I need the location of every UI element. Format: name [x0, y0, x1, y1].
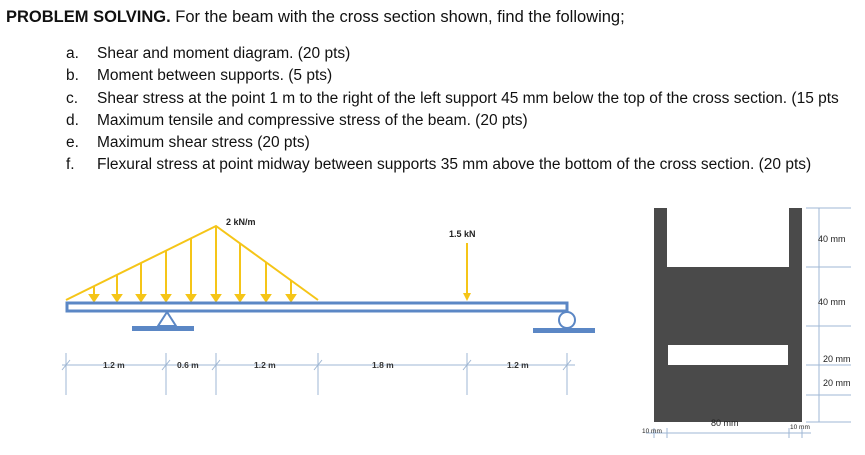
dimension-label: 10 mm: [642, 428, 662, 435]
dimension-label: 40 mm: [818, 297, 846, 307]
question-label: f.: [66, 156, 75, 173]
problem-intro: For the beam with the cross section shown, find the following;: [170, 8, 625, 26]
pin-support: [132, 312, 194, 331]
question-label: e.: [66, 134, 79, 151]
dimension-label: 1.2 m: [254, 360, 276, 370]
dimension-label: 20 mm: [823, 378, 851, 388]
cross-section-diagram: [636, 200, 865, 455]
dimension-label: 1.2 m: [507, 360, 529, 370]
question-label: d.: [66, 112, 79, 129]
dimension-label: 1.2 m: [103, 360, 125, 370]
dimension-label: 40 mm: [818, 234, 846, 244]
dimension-label: 0.6 m: [177, 360, 199, 370]
dimension-label: 1.8 m: [372, 360, 394, 370]
dimension-label: 20 mm: [823, 354, 851, 364]
cross-section-shape: [654, 208, 802, 422]
point-load-arrowhead: [463, 293, 471, 301]
beam: [67, 303, 567, 311]
question-text: Shear stress at the point 1 m to the right of the left support 45 mm below the top of the cross section. (15 pts: [97, 90, 839, 107]
dimension-line: [62, 353, 575, 395]
roller-support: [533, 312, 595, 333]
question-text: Moment between supports. (5 pts): [97, 67, 333, 84]
beam-diagram: [0, 195, 640, 395]
dimension-label: 80 mm: [711, 418, 739, 428]
dimension-label: 10 mm: [790, 424, 810, 431]
question-text: Maximum shear stress (20 pts): [97, 134, 310, 151]
question-label: a.: [66, 45, 79, 62]
question-label: b.: [66, 67, 79, 84]
question-text: Flexural stress at point midway between supports 35 mm above the bottom of the cross section. (20 pts): [97, 156, 812, 173]
question-label: c.: [66, 90, 79, 107]
problem-heading: PROBLEM SOLVING.: [6, 8, 171, 26]
question-text: Maximum tensile and compressive stress of the beam. (20 pts): [97, 112, 528, 129]
question-text: Shear and moment diagram. (20 pts): [97, 45, 351, 62]
problem-title: [6, 8, 625, 27]
point-load-label: 1.5 kN: [449, 229, 476, 239]
distributed-load-label: 2 kN/m: [226, 217, 256, 227]
